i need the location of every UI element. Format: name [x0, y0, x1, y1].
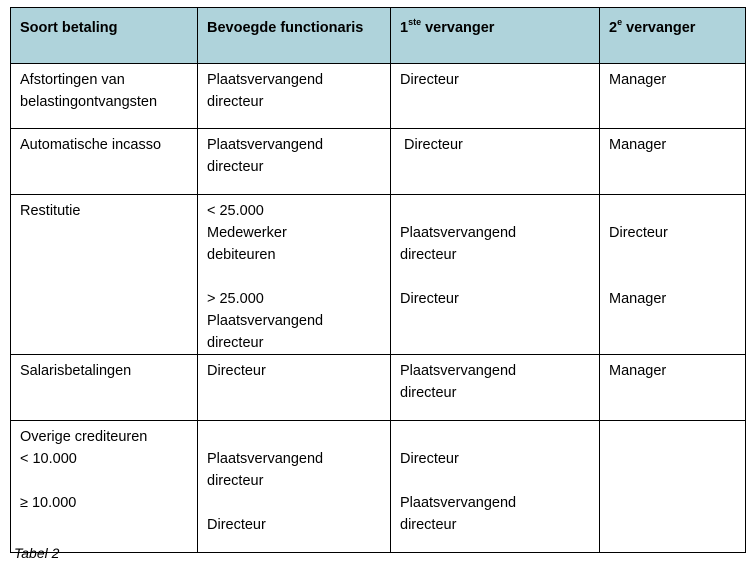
- cell-soort: [11, 421, 198, 553]
- cell-soort: [11, 64, 198, 129]
- table-caption: Tabel 2: [14, 545, 60, 561]
- cell-vervanger-1: [391, 355, 600, 421]
- cell-line: Directeur: [400, 137, 463, 153]
- cell-line: Manager: [609, 137, 667, 153]
- blank-line: [400, 426, 590, 448]
- blank-line: [400, 470, 590, 492]
- blank-line: [20, 470, 188, 492]
- cell-functionaris: [198, 355, 391, 421]
- cell-line: Plaatsvervangend: [400, 495, 517, 511]
- cell-line: Medewerker: [207, 225, 287, 241]
- header-eerste-vervanger: 1ste vervanger: [391, 8, 600, 64]
- cell-line: Plaatsvervangend: [400, 363, 517, 379]
- cell-vervanger-1: [391, 195, 600, 355]
- cell-vervanger-2: [600, 195, 746, 355]
- cell-line: Restitutie: [20, 203, 81, 219]
- cell-line: Directeur: [400, 451, 459, 467]
- payment-authority-table: [10, 7, 746, 553]
- cell-line: < 25.000: [207, 203, 264, 219]
- cell-functionaris: [198, 64, 391, 129]
- cell-line: Directeur: [207, 363, 266, 379]
- cell-soort: [11, 355, 198, 421]
- cell-line: directeur: [207, 94, 264, 110]
- cell-vervanger-1: [391, 64, 600, 129]
- blank-line: [609, 244, 736, 266]
- cell-vervanger-2: [600, 355, 746, 421]
- cell-line: directeur: [400, 247, 457, 263]
- cell-line: directeur: [207, 335, 264, 351]
- blank-line: [400, 266, 590, 288]
- table-row: [11, 195, 746, 355]
- cell-line: directeur: [400, 517, 457, 533]
- cell-line: debiteuren: [207, 247, 276, 263]
- table-row: [11, 129, 746, 195]
- cell-vervanger-1: [391, 421, 600, 553]
- cell-line: Plaatsvervangend: [207, 313, 324, 329]
- cell-line: Plaatsvervangend: [207, 451, 324, 467]
- cell-functionaris: [198, 129, 391, 195]
- cell-line: Manager: [609, 363, 667, 379]
- blank-line: [207, 426, 381, 448]
- cell-line: Manager: [609, 291, 667, 307]
- blank-line: [207, 492, 381, 514]
- cell-line: directeur: [207, 159, 264, 175]
- cell-line: Directeur: [400, 291, 459, 307]
- cell-functionaris: [198, 421, 391, 553]
- blank-line: [609, 266, 736, 288]
- cell-line: Directeur: [400, 72, 459, 88]
- cell-line: Automatische incasso: [20, 137, 162, 153]
- cell-line: ≥ 10.000: [20, 495, 77, 511]
- cell-line: Overige crediteuren: [20, 429, 148, 445]
- cell-line: belastingontvangsten: [20, 94, 158, 110]
- blank-line: [609, 200, 736, 222]
- cell-vervanger-2: [600, 64, 746, 129]
- cell-line: Manager: [609, 72, 667, 88]
- cell-soort: [11, 129, 198, 195]
- header-bevoegde-functionaris: Bevoegde functionaris: [198, 8, 391, 64]
- cell-line: Directeur: [609, 225, 668, 241]
- cell-vervanger-2: [600, 129, 746, 195]
- cell-line: directeur: [400, 385, 457, 401]
- cell-line: Directeur: [207, 517, 266, 533]
- cell-functionaris: [198, 195, 391, 355]
- cell-soort: [11, 195, 198, 355]
- table-row: [11, 355, 746, 421]
- cell-line: Plaatsvervangend: [207, 72, 324, 88]
- cell-line: Salarisbetalingen: [20, 363, 132, 379]
- cell-vervanger-1: [391, 129, 600, 195]
- cell-line: Afstortingen van: [20, 72, 125, 88]
- blank-line: [400, 200, 590, 222]
- cell-line: < 10.000: [20, 451, 77, 467]
- cell-line: Plaatsvervangend: [400, 225, 517, 241]
- table-row: [11, 421, 746, 553]
- blank-line: [207, 266, 381, 288]
- cell-line: > 25.000: [207, 291, 264, 307]
- header-tweede-vervanger: 2e vervanger: [600, 8, 746, 64]
- cell-line: directeur: [207, 473, 264, 489]
- cell-vervanger-2: [600, 421, 746, 553]
- table-header-row: [11, 8, 746, 64]
- table-row: [11, 64, 746, 129]
- header-soort-betaling: Soort betaling: [11, 8, 198, 64]
- cell-line: Plaatsvervangend: [207, 137, 324, 153]
